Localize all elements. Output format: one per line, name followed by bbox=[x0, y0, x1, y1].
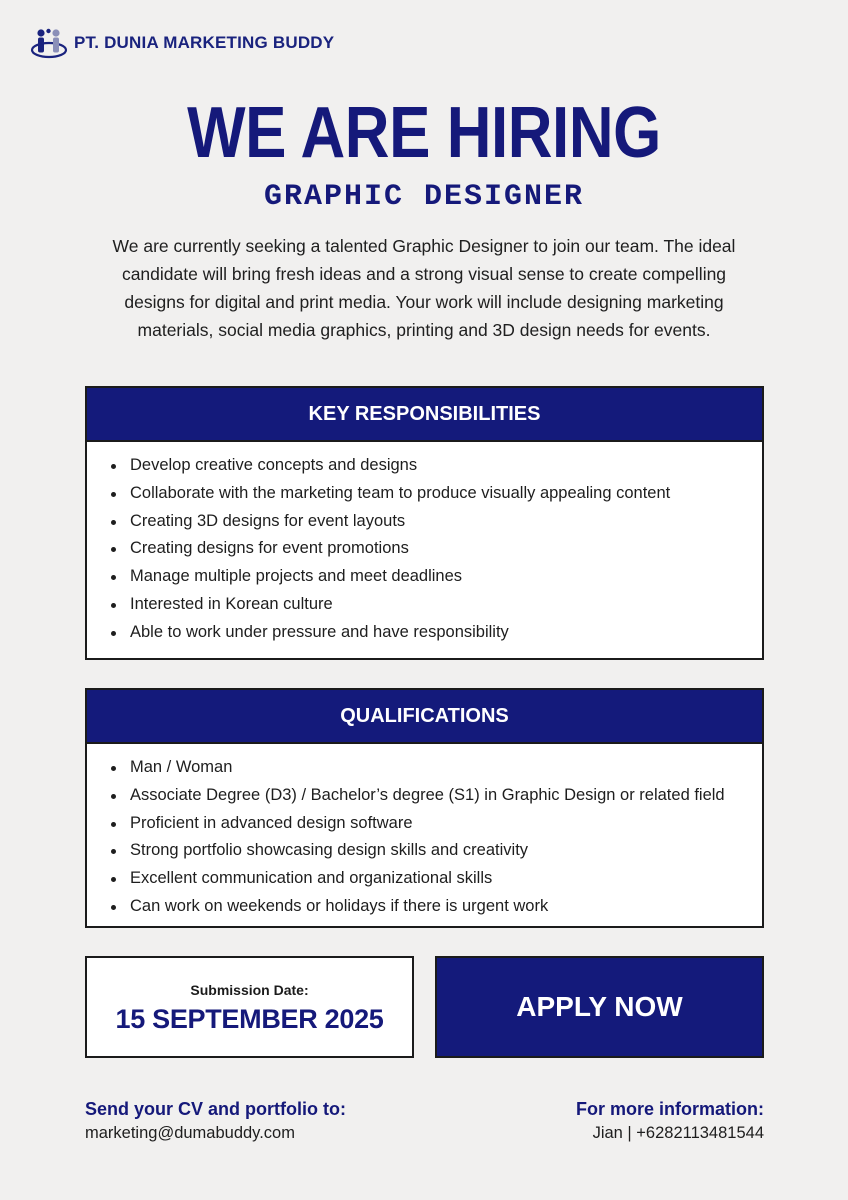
job-title: GRAPHIC DESIGNER bbox=[263, 180, 585, 214]
qualifications-heading: QUALIFICATIONS bbox=[87, 690, 762, 744]
list-item: Can work on weekends or holidays if there is urgent work bbox=[111, 893, 762, 921]
list-item: Associate Degree (D3) / Bachelor’s degree (S1) in Graphic Design or related field bbox=[111, 782, 762, 810]
list-item: Strong portfolio showcasing design skills and creativity bbox=[111, 837, 762, 865]
qualifications-section bbox=[85, 688, 764, 928]
list-item: Creating 3D designs for event layouts bbox=[111, 508, 762, 536]
submission-date-box bbox=[85, 956, 414, 1058]
info-heading: For more information: bbox=[576, 1099, 764, 1119]
people-logo-icon bbox=[30, 26, 68, 60]
responsibilities-section bbox=[85, 386, 764, 660]
hiring-title: WE ARE HIRING bbox=[187, 93, 661, 173]
list-item: Collaborate with the marketing team to produce visually appealing content bbox=[111, 480, 762, 508]
responsibilities-list bbox=[87, 442, 762, 647]
intro-paragraph: We are currently seeking a talented Graphic Designer to join our team. The ideal candidate will bring fresh ideas and a strong visual sense to create compelling designs for digital and print media. Your work will include designing marketing materials, social media graphics, printing and 3D design needs for events. bbox=[112, 236, 736, 340]
cv-heading: Send your CV and portfolio to: bbox=[85, 1099, 346, 1119]
list-item: Man / Woman bbox=[111, 754, 762, 782]
list-item: Proficient in advanced design software bbox=[111, 810, 762, 838]
company-name: PT. DUNIA MARKETING BUDDY bbox=[74, 33, 335, 52]
phone-contact: Jian | +6282113481544 bbox=[592, 1124, 764, 1142]
list-item: Interested in Korean culture bbox=[111, 591, 762, 619]
list-item: Able to work under pressure and have responsibility bbox=[111, 619, 762, 647]
responsibilities-heading: KEY RESPONSIBILITIES bbox=[87, 388, 762, 442]
info-contact-block bbox=[576, 1098, 764, 1144]
list-item: Creating designs for event promotions bbox=[111, 535, 762, 563]
list-item: Excellent communication and organizational skills bbox=[111, 865, 762, 893]
apply-now-button[interactable]: APPLY NOW bbox=[435, 956, 764, 1058]
qualifications-list bbox=[87, 744, 762, 921]
cv-contact-block bbox=[85, 1098, 346, 1144]
submission-date-value: 15 SEPTEMBER 2025 bbox=[115, 1004, 384, 1034]
list-item: Develop creative concepts and designs bbox=[111, 452, 762, 480]
brand-header bbox=[30, 26, 334, 60]
submission-date-label: Submission Date: bbox=[190, 982, 309, 998]
email-link[interactable]: marketing@dumabuddy.com bbox=[85, 1124, 295, 1142]
list-item: Manage multiple projects and meet deadlines bbox=[111, 563, 762, 591]
